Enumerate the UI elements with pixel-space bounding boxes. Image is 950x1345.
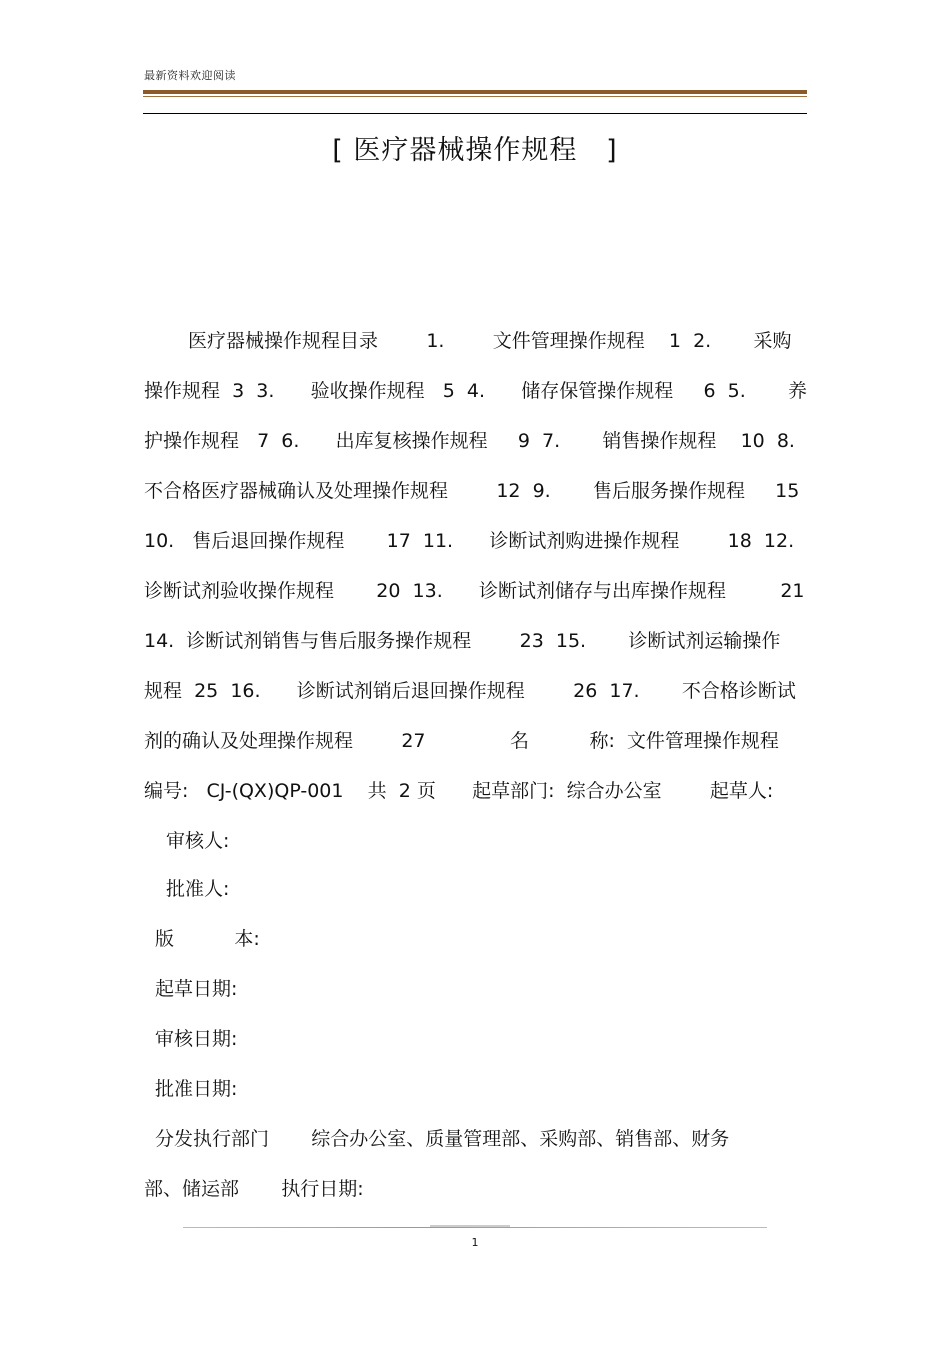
body-line-10: 编号: CJ-(QX)QP-001 共 2 页 起草部门: 综合办公室 起草人:	[144, 780, 774, 802]
field-distribution-departments: 分发执行部门 综合办公室、质量管理部、采购部、销售部、财务	[155, 1128, 730, 1150]
header-note: 最新资料欢迎阅读	[144, 69, 236, 82]
field-draft-date: 起草日期:	[155, 978, 238, 1000]
field-reviewer: 审核人:	[166, 830, 230, 852]
page-number: 1	[471, 1236, 479, 1249]
body-line-1: 医疗器械操作规程目录 1. 文件管理操作规程 1 2. 采购	[188, 330, 792, 352]
body-line-9: 剂的确认及处理操作规程 27 名 称: 文件管理操作规程	[144, 730, 779, 752]
header-rule-thin	[143, 96, 807, 97]
body-line-4: 不合格医疗器械确认及处理操作规程 12 9. 售后服务操作规程 15	[144, 480, 800, 502]
field-review-date: 审核日期:	[155, 1028, 238, 1050]
body-line-5: 10. 售后退回操作规程 17 11. 诊断试剂购进操作规程 18 12.	[144, 530, 795, 552]
footer-rule	[183, 1227, 767, 1228]
header-rule-black	[143, 113, 807, 114]
footer-rule-mark	[430, 1225, 510, 1227]
field-version: 版 本:	[155, 928, 260, 950]
body-line-6: 诊断试剂验收操作规程 20 13. 诊断试剂储存与出库操作规程 21	[144, 580, 805, 602]
document-title: [ 医疗器械操作规程 ]	[332, 135, 618, 166]
body-line-2: 操作规程 3 3. 验收操作规程 5 4. 储存保管操作规程 6 5. 养	[144, 380, 808, 402]
field-approval-date: 批准日期:	[155, 1078, 238, 1100]
body-line-8: 规程 25 16. 诊断试剂销后退回操作规程 26 17. 不合格诊断试	[144, 680, 796, 702]
field-approver: 批准人:	[166, 878, 230, 900]
body-line-7: 14. 诊断试剂销售与售后服务操作规程 23 15. 诊断试剂运输操作	[144, 630, 781, 652]
field-execution-date: 部、储运部 执行日期:	[144, 1178, 364, 1200]
body-line-3: 护操作规程 7 6. 出库复核操作规程 9 7. 销售操作规程 10 8.	[144, 430, 795, 452]
header-rule-thick	[143, 90, 807, 94]
